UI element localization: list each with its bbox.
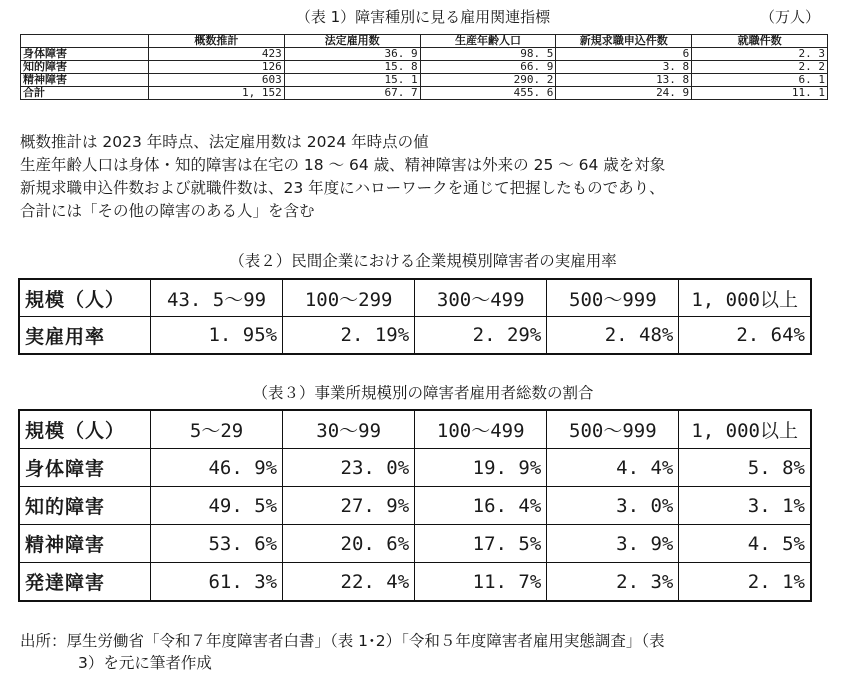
table-header-cell: 100～499 <box>415 410 547 449</box>
table-header-cell: 300～499 <box>415 279 547 317</box>
table-cell: 5. 8% <box>679 449 811 487</box>
table-cell: 2. 2 <box>692 61 828 74</box>
employment-indicators-table <box>20 34 828 100</box>
table-row <box>19 563 811 602</box>
table-header-cell: 生産年齢人口 <box>420 35 556 48</box>
table-header-cell: 法定雇用数 <box>284 35 420 48</box>
table-cell: 67. 7 <box>284 87 420 100</box>
table-header-cell: 就職件数 <box>692 35 828 48</box>
note-line: 新規求職申込件数および就職件数は、23 年度にハローワークを通じて把握したものであり、 <box>20 179 665 197</box>
table1-unit: （万人） <box>759 8 820 26</box>
table-header-cell: 500～999 <box>547 410 679 449</box>
employment-rate-table <box>18 278 812 355</box>
table-cell: 6 <box>556 48 692 61</box>
table-cell: 36. 9 <box>284 48 420 61</box>
table-header-cell: 1, 000以上 <box>679 410 811 449</box>
table-cell: 22. 4% <box>283 563 415 602</box>
table-row <box>19 449 811 487</box>
table-cell: 17. 5% <box>415 525 547 563</box>
table-cell: 2. 48% <box>547 317 679 355</box>
table-row <box>19 487 811 525</box>
table-cell: 3. 0% <box>547 487 679 525</box>
table-cell: 53. 6% <box>151 525 283 563</box>
note-line: 概数推計は 2023 年時点、法定雇用数は 2024 年時点の値 <box>20 133 429 151</box>
table-cell: 455. 6 <box>420 87 556 100</box>
table-cell: 2. 1% <box>679 563 811 602</box>
note-line: 生産年齢人口は身体・知的障害は在宅の 18 ～ 64 歳、精神障害は外来の 25 ～ 64 歳を対象 <box>20 156 666 174</box>
table-cell: 61. 3% <box>151 563 283 602</box>
table-header-cell: 新規求職申込件数 <box>556 35 692 48</box>
table-header-cell: 43. 5～99 <box>151 279 283 317</box>
row-label: 実雇用率 <box>19 317 151 355</box>
table-header-row <box>21 35 828 48</box>
table-cell: 27. 9% <box>283 487 415 525</box>
table-cell: 15. 8 <box>284 61 420 74</box>
table-header-cell: 概数推計 <box>149 35 285 48</box>
table-cell: 4. 4% <box>547 449 679 487</box>
table-cell: 66. 9 <box>420 61 556 74</box>
note-line: 合計には「その他の障害のある人」を含む <box>20 202 315 220</box>
table-header-cell: 100～299 <box>283 279 415 317</box>
table-cell: 3. 9% <box>547 525 679 563</box>
table-header-cell: 500～999 <box>547 279 679 317</box>
table-cell: 1. 95% <box>151 317 283 355</box>
table-header-row <box>19 410 811 449</box>
table-row <box>21 61 828 74</box>
table-cell: 20. 6% <box>283 525 415 563</box>
row-label: 合計 <box>21 87 149 100</box>
table-cell: 19. 9% <box>415 449 547 487</box>
source-line-2: 3）を元に筆者作成 <box>78 654 212 672</box>
table-cell: 290. 2 <box>420 74 556 87</box>
table-header-cell: 5～29 <box>151 410 283 449</box>
row-label: 身体障害 <box>21 48 149 61</box>
table2-title: （表２）民間企業における企業規模別障害者の実雇用率 <box>229 252 617 270</box>
table-row <box>19 525 811 563</box>
source-note <box>20 630 835 674</box>
table-row <box>21 74 828 87</box>
table3-title: （表３）事業所規模別の障害者雇用者総数の割合 <box>252 384 594 402</box>
table-cell: 2. 64% <box>679 317 811 355</box>
row-label: 規模（人） <box>19 279 151 317</box>
table-cell: 15. 1 <box>284 74 420 87</box>
row-label: 発達障害 <box>19 563 151 602</box>
table-header-cell <box>21 35 149 48</box>
table-cell: 11. 1 <box>692 87 828 100</box>
row-label: 精神障害 <box>21 74 149 87</box>
table-cell: 24. 9 <box>556 87 692 100</box>
table-cell: 1, 152 <box>149 87 285 100</box>
source-line-1: 出所：厚生労働省「令和７年度障害者白書」（表 1･2）「令和５年度障害者雇用実態調査」（表 <box>20 632 665 650</box>
table-header-cell: 30～99 <box>283 410 415 449</box>
table-header-row <box>19 279 811 317</box>
table-cell: 98. 5 <box>420 48 556 61</box>
table-cell: 6. 1 <box>692 74 828 87</box>
table-row <box>19 317 811 355</box>
table1-title: （表 1）障害種別に見る雇用関連指標 <box>295 8 551 26</box>
table-cell: 13. 8 <box>556 74 692 87</box>
table-cell: 2. 29% <box>415 317 547 355</box>
table-cell: 4. 5% <box>679 525 811 563</box>
row-label: 知的障害 <box>19 487 151 525</box>
table-cell: 16. 4% <box>415 487 547 525</box>
table-cell: 603 <box>149 74 285 87</box>
row-label: 規模（人） <box>19 410 151 449</box>
table1-notes <box>20 131 835 223</box>
table-header-cell: 1, 000以上 <box>679 279 811 317</box>
table-cell: 46. 9% <box>151 449 283 487</box>
table-row <box>21 87 828 100</box>
table-cell: 2. 19% <box>283 317 415 355</box>
table-cell: 2. 3 <box>692 48 828 61</box>
table-cell: 49. 5% <box>151 487 283 525</box>
table-cell: 23. 0% <box>283 449 415 487</box>
table-cell: 3. 1% <box>679 487 811 525</box>
table-cell: 3. 8 <box>556 61 692 74</box>
table-row <box>21 48 828 61</box>
employee-share-table <box>18 409 812 602</box>
row-label: 精神障害 <box>19 525 151 563</box>
table-cell: 126 <box>149 61 285 74</box>
row-label: 知的障害 <box>21 61 149 74</box>
table-cell: 423 <box>149 48 285 61</box>
row-label: 身体障害 <box>19 449 151 487</box>
table-cell: 2. 3% <box>547 563 679 602</box>
table-cell: 11. 7% <box>415 563 547 602</box>
